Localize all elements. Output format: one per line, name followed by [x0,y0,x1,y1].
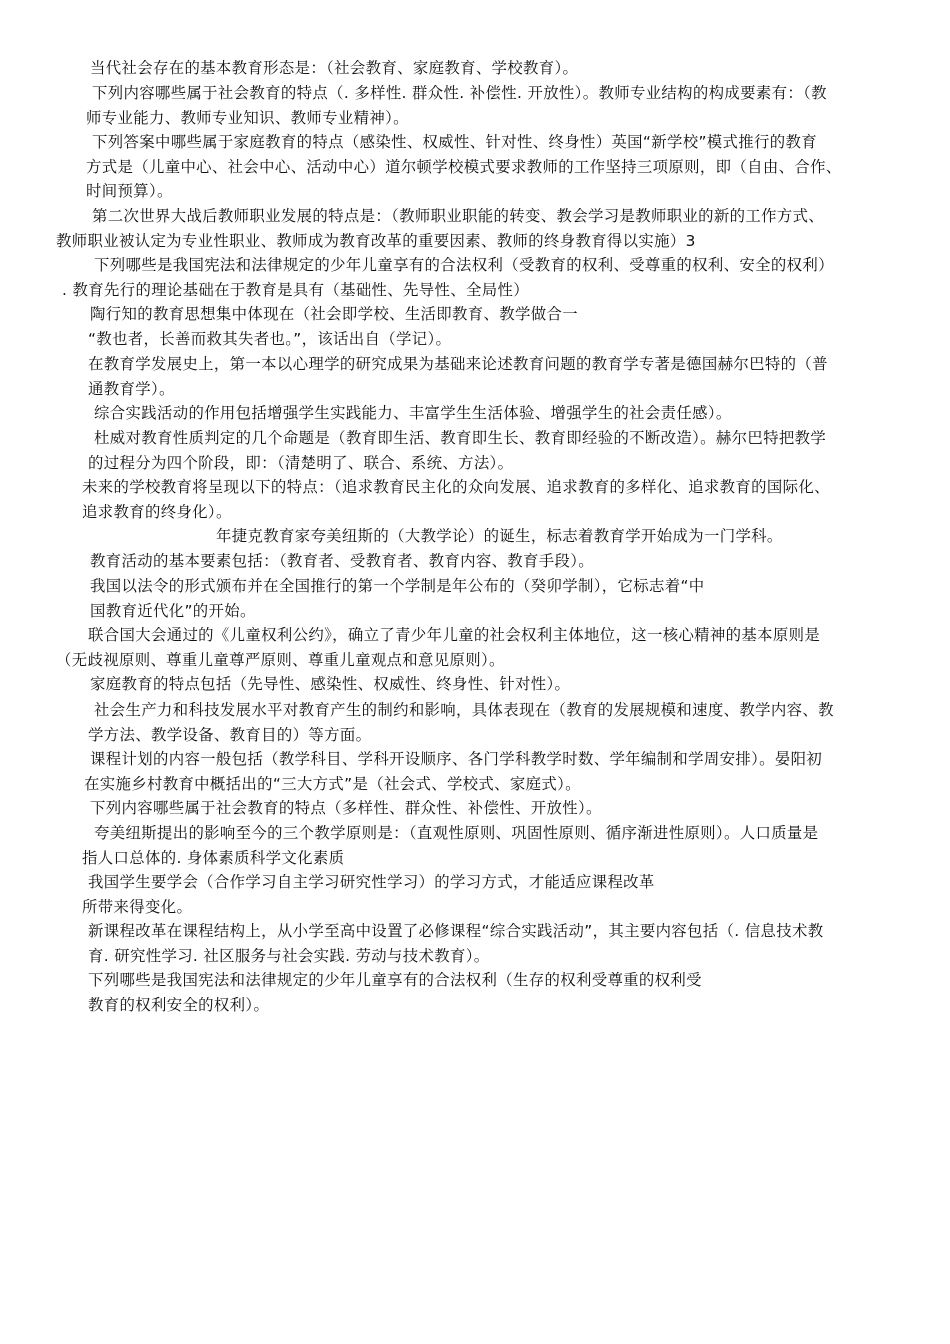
text-line: 指人口总体的. 身体素质科学文化素质 [82,848,345,867]
text-line: 追求教育的终身化）。 [82,502,232,521]
text-line: 我国以法令的形式颁布并在全国推行的第一个学制是年公布的（癸卯学制），它标志着“中 [90,577,705,595]
paragraph-social-education-traits [86,81,827,130]
text-line: 未来的学校教育将呈现以下的特点：（追求教育民主化的众向发展、追求教育的多样化、追求教育的国际化、 [82,478,830,496]
text-line: “教也者，长善而救其失者也。”，该话出自（学记）。 [88,330,452,348]
paragraph-child-rights-2 [88,968,702,1017]
text-line: 学方法、教学设备、教育目的）等方面。 [88,725,372,744]
paragraph-education-forms [90,56,578,81]
paragraph-future-schooling [82,475,830,524]
text-line: 在实施乡村教育中概括出的“三大方式”是（社会式、学校式、家庭式）。 [84,774,581,793]
paragraph-curriculum-plan [84,747,823,796]
paragraph-comenius-principles [82,821,819,870]
text-line: 新课程改革在课程结构上，从小学至高中设置了必修课程“综合实践活动”，其主要内容包括（. 信息技术教 [88,922,824,940]
text-line: 我国学生要学会（合作学习自主学习研究性学习）的学习方式，才能适应课程改革 [88,873,655,891]
text-line: 综合实践活动的作用包括增强学生实践能力、丰富学生生活体验、增强学生的社会责任感）。 [94,404,732,422]
text-line: 国教育近代化”的开始。 [90,601,256,620]
paragraph-dewey-herbart [88,426,827,475]
text-line: 教育活动的基本要素包括：（教育者、受教育者、教育内容、教育手段）。 [90,552,595,570]
text-line: 夸美纽斯提出的影响至今的三个教学原则是：（直观性原则、巩固性原则、循序渐进性原则）。人口质量是 [94,824,819,842]
paragraph-family-education-traits-2 [90,672,570,697]
text-line: 在教育学发展史上，第一本以心理学的研究成果为基础来论述教育问题的教育学专著是德国赫尔巴特的（普 [88,355,828,373]
text-line: 教师职业被认定为专业性职业、教师成为教育改革的重要因素、教师的终身教育得以实施）3 [56,231,696,250]
text-line: 下列答案中哪些属于家庭教育的特点（感染性、权威性、针对性、终身性）英国“新学校”模式推行的教育 [92,133,817,151]
text-line: 下列内容哪些属于社会教育的特点（. 多样性. 群众性. 补偿性. 开放性）。教师专业结构的构成要素有：（教 [92,84,827,102]
text-line: 时间预算）。 [86,182,173,200]
paragraph-tao-xingzhi [90,302,578,327]
text-line: 杜威对教育性质判定的几个命题是（教育即生活、教育即生长、教育即经验的不断改造）。赫尔巴特把教学 [94,429,827,447]
text-line: 家庭教育的特点包括（先导性、感染性、权威性、终身性、针对性）。 [90,675,571,693]
text-line: 所带来得变化。 [82,897,193,916]
text-line: 方式是（儿童中心、社会中心、活动中心）道尔顿学校模式要求教师的工作坚持三项原则，即（自由、合作、 [86,157,842,176]
text-line: 年捷克教育家夸美纽斯的（大教学论）的诞生，标志着教育学开始成为一门学科。 [216,527,783,545]
paragraph-comprehensive-practice [94,401,732,426]
paragraph-learning-modes [82,870,655,919]
paragraph-child-rights-1 [62,253,834,302]
paragraph-family-education-traits [86,130,842,204]
text-line: 教育的权利安全的权利）。 [88,995,270,1014]
text-line: 陶行知的教育思想集中体现在（社会即学校、生活即教育、教学做合一 [90,305,578,323]
paragraph-social-education-traits-2 [90,796,602,821]
paragraph-child-rights-convention [56,623,821,672]
paragraph-xueji-quote [88,327,451,352]
paragraph-guimao-system [90,574,705,623]
text-line: 社会生产力和科技发展水平对教育产生的制约和影响，具体表现在（教育的发展规模和速度、教学内容、教 [94,701,834,719]
text-line: 师专业能力、教师专业知识、教师专业精神）。 [86,108,409,127]
text-line: 下列哪些是我国宪法和法律规定的少年儿童享有的合法权利（受教育的权利、受尊重的权利、安全的权利） [94,256,834,274]
text-line: 联合国大会通过的《儿童权利公约》，确立了青少年儿童的社会权利主体地位，这一核心精神的基本原则是 [88,626,821,644]
text-line: . 教育先行的理论基础在于教育是具有（基础性、先导性、全局性） [62,280,529,299]
paragraph-new-curriculum [88,919,823,968]
text-line: 课程计划的内容一般包括（教学科目、学科开设顺序、各门学科教学时数、学年编制和学周安排）。晏阳初 [90,750,823,768]
text-line: 当代社会存在的基本教育形态是：（社会教育、家庭教育、学校教育）。 [90,59,579,77]
text-line: 育. 研究性学习. 社区服务与社会实践. 劳动与技术教育）。 [88,946,490,965]
paragraph-herbart-pedagogy [88,352,828,401]
text-line: （无歧视原则、尊重儿童尊严原则、尊重儿童观点和意见原则）。 [56,650,505,669]
text-line: 的过程分为四个阶段，即：（清楚明了、联合、系统、方法）。 [88,453,514,472]
paragraph-education-elements [90,549,594,574]
text-line: 下列哪些是我国宪法和法律规定的少年儿童享有的合法权利（生存的权利受尊重的权利受 [88,971,702,989]
text-line: 下列内容哪些属于社会教育的特点（多样性、群众性、补偿性、开放性）。 [90,799,602,817]
paragraph-postwar-teacher-profession [56,204,825,253]
paragraph-productivity-influence [88,698,834,747]
text-line: 第二次世界大战后教师职业发展的特点是：（教师职业职能的转变、教会学习是教师职业的新的工作方式、 [92,207,825,225]
text-line: 通教育学）。 [88,379,175,398]
paragraph-comenius-didactica [216,524,783,549]
